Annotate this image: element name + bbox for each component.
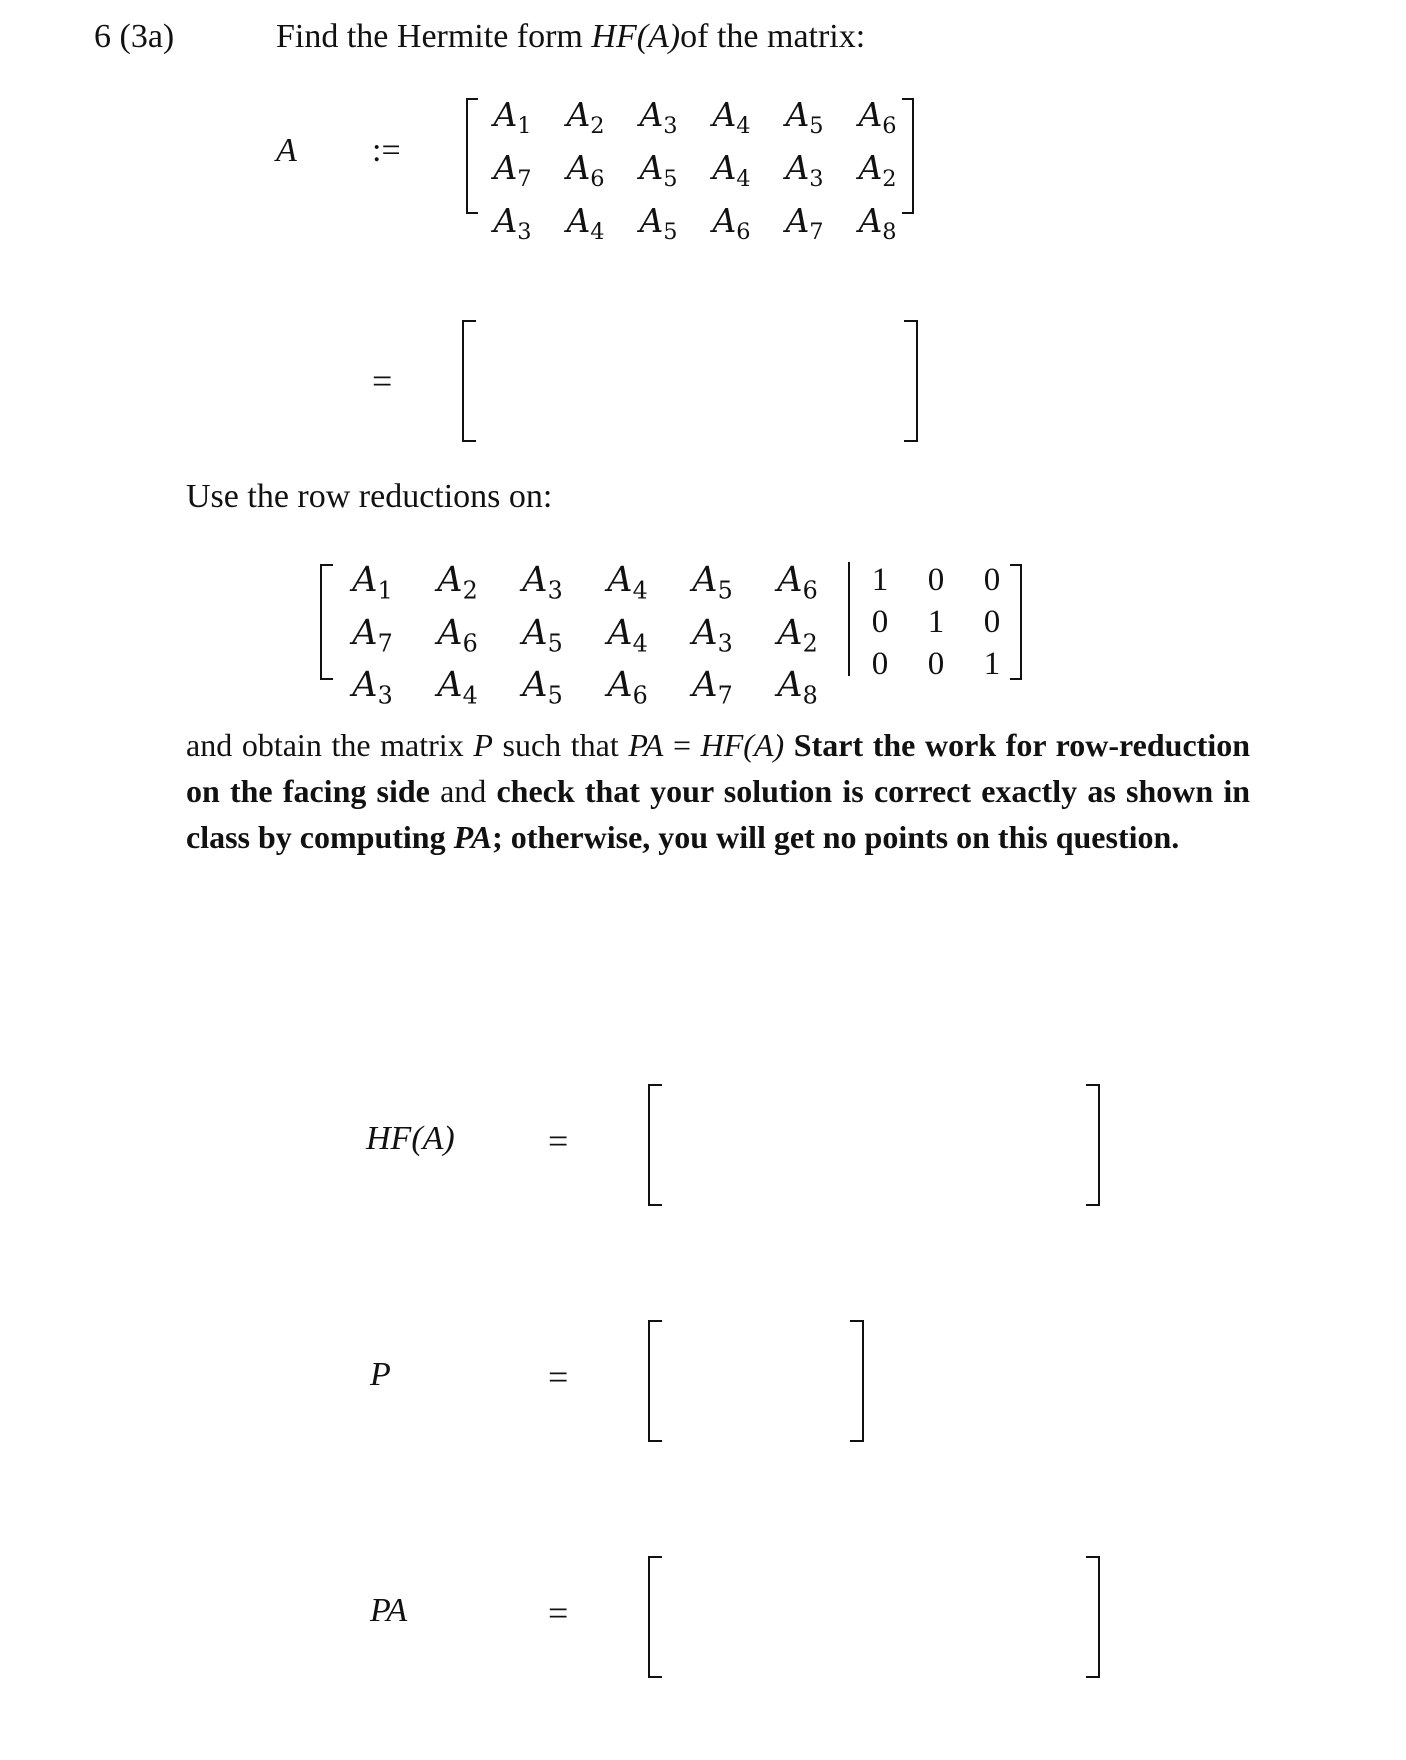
question-prompt [276, 18, 865, 56]
augmented-cell: $A_6$ [437, 612, 478, 658]
identity-cell: 1 [927, 604, 945, 640]
augmented-cell: $A_7$ [352, 612, 393, 658]
matrix-A-cell: $A_6$ [858, 95, 897, 140]
answer-A-left-bracket [462, 320, 476, 442]
hf-equals: = [548, 1121, 569, 1161]
prompt-suffix: of the matrix: [680, 18, 866, 55]
matrix-A-cell: $A_6$ [712, 201, 751, 246]
identity-cell: 0 [927, 562, 945, 598]
identity-cell: 0 [871, 604, 889, 640]
matrix-A-cell: $A_3$ [493, 201, 532, 246]
augment-divider [848, 562, 850, 676]
instr-bold1: Start the work for row-reduction on the facing side [186, 727, 1250, 809]
augmented-cell: $A_7$ [692, 665, 733, 710]
matrix-A-cell: $A_4$ [566, 201, 605, 246]
p-label: P [370, 1356, 391, 1393]
answer-A-right-bracket [904, 320, 918, 442]
augmented-cell: $A_1$ [352, 560, 393, 605]
matrix-A-cell: $A_7$ [493, 148, 532, 193]
pa-equals: = [548, 1593, 569, 1633]
instr-eq: = [663, 727, 701, 763]
instr-PA2: PA [453, 819, 493, 855]
matrix-A-cell: $A_8$ [858, 201, 897, 246]
augmented-cell: $A_2$ [437, 560, 478, 605]
prompt-arg: (A) [636, 18, 681, 55]
augmented-cell: $A_6$ [777, 560, 818, 605]
instr-bold3: ; otherwise, you will get no points on this question. [492, 819, 1180, 855]
instr-arg: (A) [743, 727, 785, 763]
augmented-matrix-left [330, 559, 840, 717]
matrix-A-cell: $A_6$ [566, 148, 605, 193]
prompt-prefix: Find the Hermite form [276, 18, 583, 55]
matrix-A-cell: $A_7$ [785, 201, 824, 246]
identity-cell: 1 [983, 646, 1001, 682]
augmented-cell: $A_4$ [437, 665, 478, 710]
augmented-cell: $A_5$ [522, 612, 563, 658]
p-right-bracket [850, 1320, 864, 1442]
hf-label: HF(A) [366, 1120, 455, 1157]
matrix-A-label: A [276, 132, 297, 169]
prompt-hf: HF [591, 18, 637, 55]
instruction-paragraph [186, 722, 1250, 860]
matrix-A-cell: $A_2$ [858, 148, 897, 193]
matrix-A-cell: $A_5$ [639, 148, 678, 193]
augmented-right-bracket [1010, 564, 1022, 680]
augmented-cell: $A_3$ [692, 612, 733, 658]
pa-label: PA [370, 1592, 408, 1629]
assign-symbol: := [372, 132, 401, 169]
augmented-cell: $A_5$ [692, 560, 733, 605]
pa-left-bracket [648, 1556, 662, 1678]
augmented-cell: $A_3$ [352, 665, 393, 710]
matrix-A [476, 94, 914, 254]
matrix-A-right-bracket [902, 98, 914, 214]
matrix-A-cell: $A_4$ [712, 148, 751, 193]
identity-cell: 1 [871, 562, 889, 598]
identity-cell: 0 [927, 646, 945, 682]
augmented-cell: $A_6$ [607, 665, 648, 710]
matrix-A-cell: $A_1$ [493, 95, 532, 140]
instr-bold2: check that your solution is correct exactly as shown in class by computing [186, 773, 1251, 855]
pa-right-bracket [1086, 1556, 1100, 1678]
identity-matrix [852, 559, 1020, 685]
instr-PA: PA [628, 727, 664, 763]
identity-cell: 0 [871, 646, 889, 682]
row-reduction-intro: Use the row reductions on: [186, 478, 553, 515]
matrix-A-cell: $A_4$ [712, 95, 751, 140]
matrix-A-cell: $A_5$ [639, 201, 678, 246]
augmented-cell: $A_4$ [607, 612, 648, 658]
instr-part2: such that [492, 727, 629, 763]
augmented-cell: $A_5$ [522, 665, 563, 710]
question-number: 6 (3a) [94, 18, 175, 55]
augmented-cell: $A_4$ [607, 560, 648, 605]
matrix-A-cell: $A_5$ [785, 95, 824, 140]
instr-part1: and obtain the matrix [186, 727, 474, 763]
p-equals: = [548, 1357, 569, 1397]
matrix-A-cell: $A_3$ [639, 95, 678, 140]
hf-left-bracket [648, 1084, 662, 1206]
instr-P: P [473, 727, 493, 763]
hf-right-bracket [1086, 1084, 1100, 1206]
instr-HF: HF [700, 727, 744, 763]
matrix-A-cell: $A_2$ [566, 95, 605, 140]
augmented-cell: $A_2$ [777, 612, 818, 658]
augmented-cell: $A_8$ [777, 665, 818, 710]
augmented-cell: $A_3$ [522, 560, 563, 605]
p-left-bracket [648, 1320, 662, 1442]
instr-part3: and [429, 773, 497, 809]
identity-cell: 0 [983, 604, 1001, 640]
equals-sign: = [372, 361, 393, 401]
matrix-A-cell: $A_3$ [785, 148, 824, 193]
identity-cell: 0 [983, 562, 1001, 598]
